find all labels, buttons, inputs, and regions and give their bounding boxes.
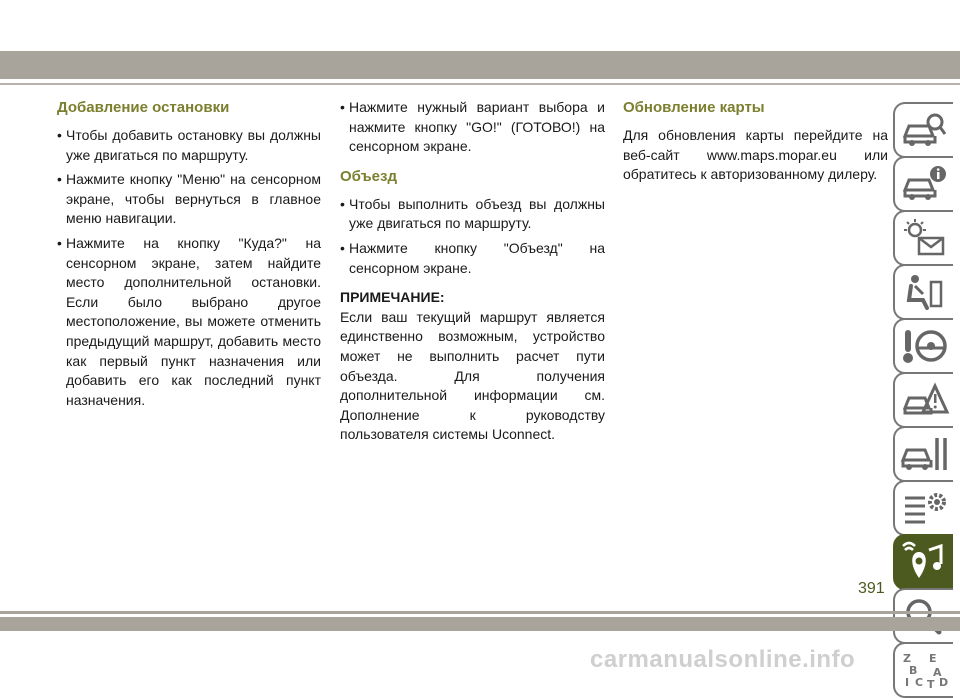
bullet-item: • Нажмите кнопку "Меню" на сенсорном экране, чтобы вернуться в главное меню навигации. xyxy=(57,170,321,229)
note-title: ПРИМЕЧАНИЕ: xyxy=(340,289,445,306)
tab-car-info[interactable] xyxy=(893,156,953,212)
tab-specs-gear[interactable] xyxy=(893,480,953,536)
bullet-item: • Чтобы выполнить объезд вы должны уже двигаться по маршруту. xyxy=(340,195,605,234)
bottom-footer-band xyxy=(0,617,960,631)
svg-text:T: T xyxy=(927,678,935,691)
svg-text:B: B xyxy=(909,664,918,677)
column-detour xyxy=(340,98,605,450)
svg-text:A: A xyxy=(933,666,942,679)
column-map-update xyxy=(623,98,888,190)
specs-gear-icon xyxy=(901,488,947,528)
tab-airbag-seat[interactable] xyxy=(893,264,953,320)
watermark: carmanualsonline.info xyxy=(590,646,856,673)
warning-lights-icon xyxy=(901,218,947,258)
tab-alphabet-index[interactable] xyxy=(893,642,953,698)
heading-map-update: Обновление карты xyxy=(623,99,765,116)
bullet-item: • Нажмите кнопку "Объезд" на сенсорном экране. xyxy=(340,239,605,278)
airbag-seat-icon xyxy=(901,272,947,312)
top-divider xyxy=(0,83,960,85)
tab-warning-lights[interactable] xyxy=(893,210,953,266)
tab-search-index[interactable] xyxy=(893,588,953,644)
alphabet-index-icon xyxy=(901,650,947,690)
bullet-item: • Нажмите нужный вариант выбора и нажмите кнопку "GO!" (ГОТОВО!) на сенсорном экране. xyxy=(340,98,605,157)
car-service-icon xyxy=(901,434,947,474)
svg-text:D: D xyxy=(939,676,949,689)
bottom-divider xyxy=(0,611,960,614)
svg-text:Z: Z xyxy=(903,652,911,665)
map-update-text: Для обновления карты перейдите на веб-сайт www.maps.mopar.eu или обратитесь к авторизованному дилеру. xyxy=(623,127,888,183)
tab-car-service[interactable] xyxy=(893,426,953,482)
heading-detour: Объезд xyxy=(340,167,397,185)
bullet-item: • Нажмите на кнопку "Куда?" на сенсорном экране, затем найдите место дополнительной остановки. Если было выбрано другое местоположение, вы можете отменить предыдущий маршрут, добавить место как первый пункт назначения или добавить его как последний пункт назначения. xyxy=(57,234,321,410)
car-search-icon xyxy=(901,110,947,150)
top-header-band xyxy=(0,51,960,79)
steering-key-icon xyxy=(901,326,947,366)
tab-car-search[interactable] xyxy=(893,102,953,158)
multimedia-nav-icon xyxy=(901,542,947,582)
page-number: 391 xyxy=(858,580,885,597)
tab-emergency-triangle[interactable] xyxy=(893,372,953,428)
tab-steering-key[interactable] xyxy=(893,318,953,374)
svg-text:E: E xyxy=(929,652,937,665)
svg-text:C: C xyxy=(915,676,924,689)
column-add-stop xyxy=(57,98,321,415)
bullet-item: • Чтобы добавить остановку вы должны уже двигаться по маршруту. xyxy=(57,126,321,165)
emergency-triangle-icon xyxy=(901,380,947,420)
tab-multimedia-nav[interactable] xyxy=(893,534,953,590)
svg-text:I: I xyxy=(905,676,910,689)
note-text: Если ваш текущий маршрут является единственно возможным, устройство может не выполнить расчет пути объезда. Для получения дополнительной информации см. Дополнение к руководству пользователя системы Uconnect. xyxy=(340,308,605,443)
heading-add-stop: Добавление остановки xyxy=(57,99,230,116)
car-info-icon xyxy=(901,164,947,204)
